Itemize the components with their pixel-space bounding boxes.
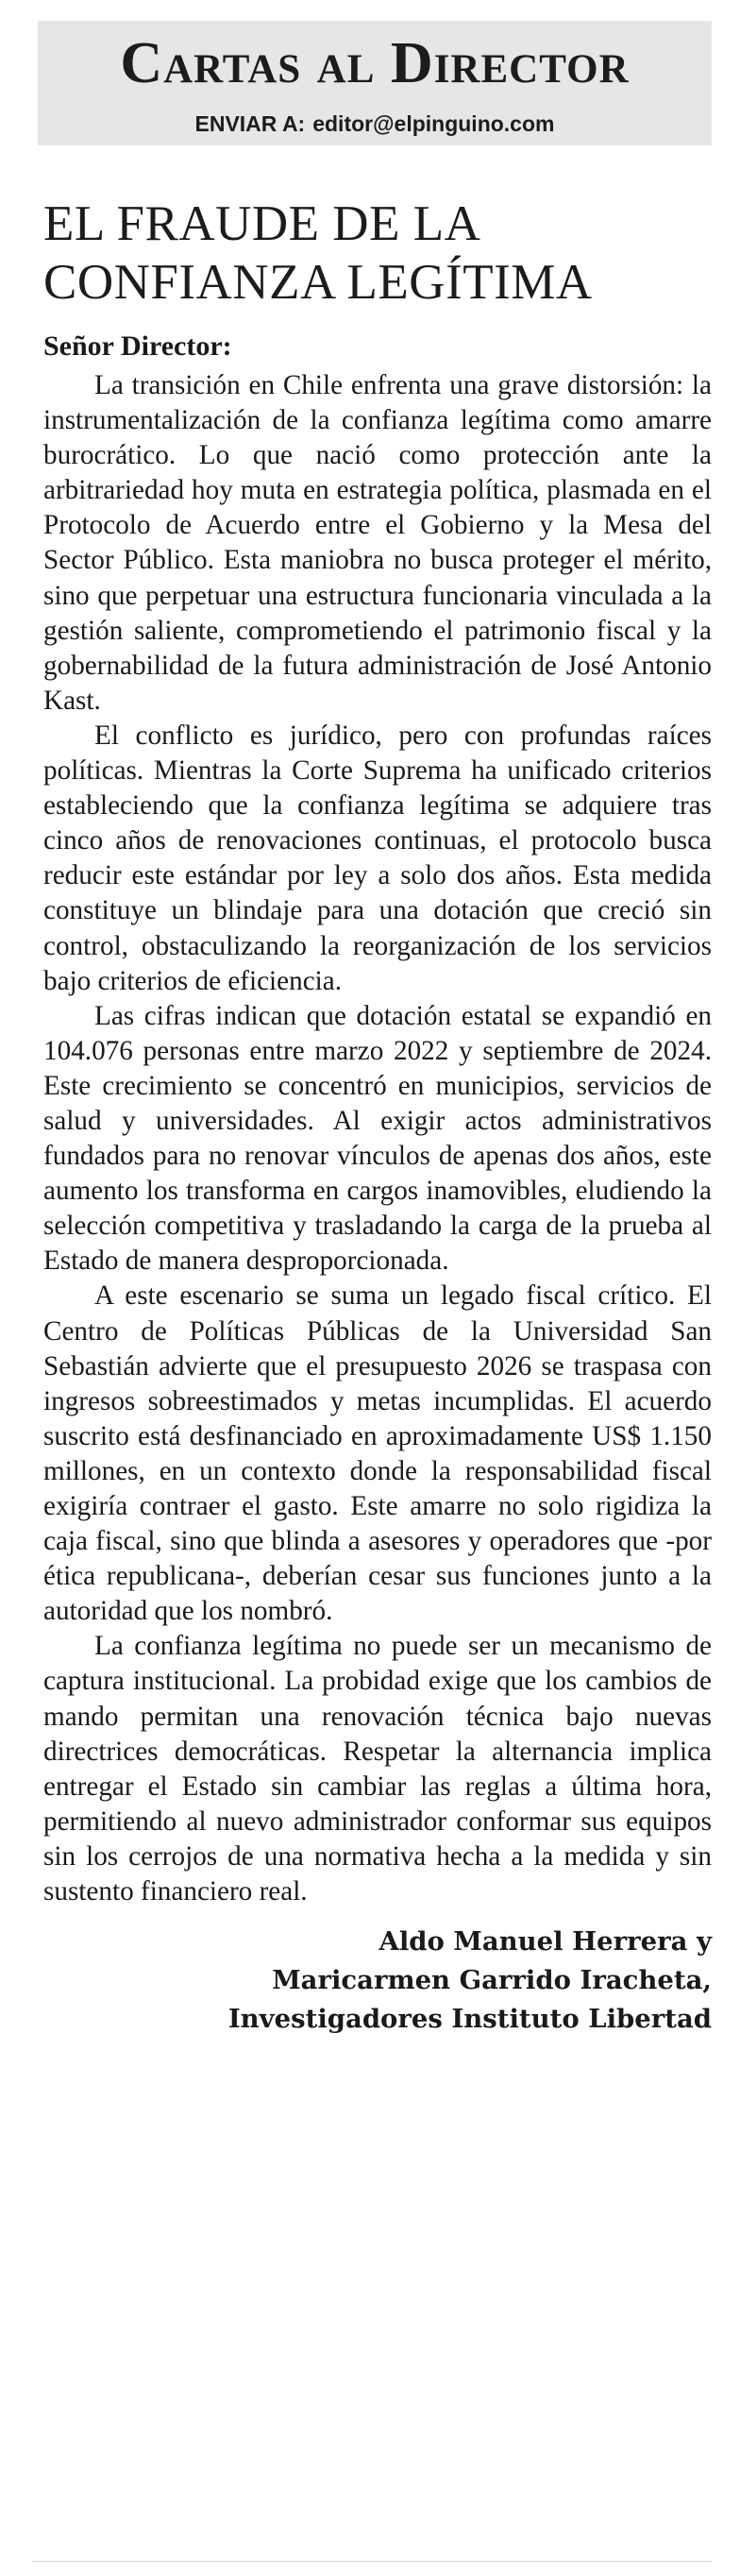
paragraph: Las cifras indican que dotación estatal se expandió en 104.076 personas entre marzo 2022 y septiembre de 2024. Este crecimiento se concentró en municipios, servicios de salud y universidades. Al exigir actos administrativos fundados para no renovar vínculos de apenas dos años, este aumento los transforma en cargos inamovibles, eludiendo la selección competitiva y trasladando la carga de la prueba al Estado de manera desproporcionada. [43,1000,712,1277]
letter-body [43,368,712,1909]
signature-line: Investigadores Instituto Libertad [227,2004,712,2035]
article-title: EL FRAUDE DE LA CONFIANZA LEGÍTIMA [43,196,593,310]
salutation: Señor Director: [43,330,232,362]
editor-email: editor@elpinguino.com [312,111,555,136]
paragraph: El conflicto es jurídico, pero con profundas raíces políticas. Mientras la Corte Suprema ha unificado criterios estableciendo que la confianza legítima se adquiere tras cinco años de renovaciones continuas, el protocolo busca reducir este estándar por ley a solo dos años. Esta medida constituye un blindaje para una dotación que creció sin control, obstaculizando la reorganización de los servicios bajo criterios de eficiencia. [43,720,712,996]
paragraph: La confianza legítima no puede ser un mecanismo de captura institucional. La probidad exige que los cambios de mando permitan una renovación técnica bajo nuevas directrices democráticas. Respetar la alternancia implica entregar el Estado sin cambiar las reglas a última hora, permitiendo al nuevo administrador conformar sus equipos sin los cerrojos de una normativa hecha a la medida y sin sustento financiero real. [43,1631,712,1907]
section-header [38,21,712,145]
bottom-divider [32,2561,712,2562]
signature-line: Maricarmen Garrido Iracheta, [272,1965,712,1996]
send-to-label: ENVIAR A: [194,111,306,136]
paragraph: A este escenario se suma un legado fiscal crítico. El Centro de Políticas Públicas de la Universidad San Sebastián advierte que el presupuesto 2026 se traspasa con ingresos sobreestimados y metas incumplidas. El acuerdo suscrito está desfinanciado en aproximadamente US$ 1.150 millones, en un contexto donde la responsabilidad fiscal exigiría contraer el gasto. Este amarre no solo rigidiza la caja fiscal, sino que blinda a asesores y operadores que -por ética republicana-, deberían cesar sus funciones junto a la autoridad que los nombró. [43,1280,712,1627]
signature-block [38,1923,712,2039]
contact-line [38,111,712,137]
section-title: Cartas al Director [120,31,630,95]
paragraph: La transición en Chile enfrenta una grave distorsión: la instrumentalización de la confianza legítima como amarre burocrático. Lo que nació como protección ante la arbitrariedad hoy muta en estrategia política, plasmada en el Protocolo de Acuerdo entre el Gobierno y la Mesa del Sector Público. Esta maniobra no busca proteger el mérito, sino que perpetuar una estructura funcionaria vinculada a la gestión saliente, comprometiendo el patrimonio fiscal y la gobernabilidad de la futura administración de José Antonio Kast. [43,370,712,716]
signature-line: Aldo Manuel Herrera y [378,1926,712,1957]
